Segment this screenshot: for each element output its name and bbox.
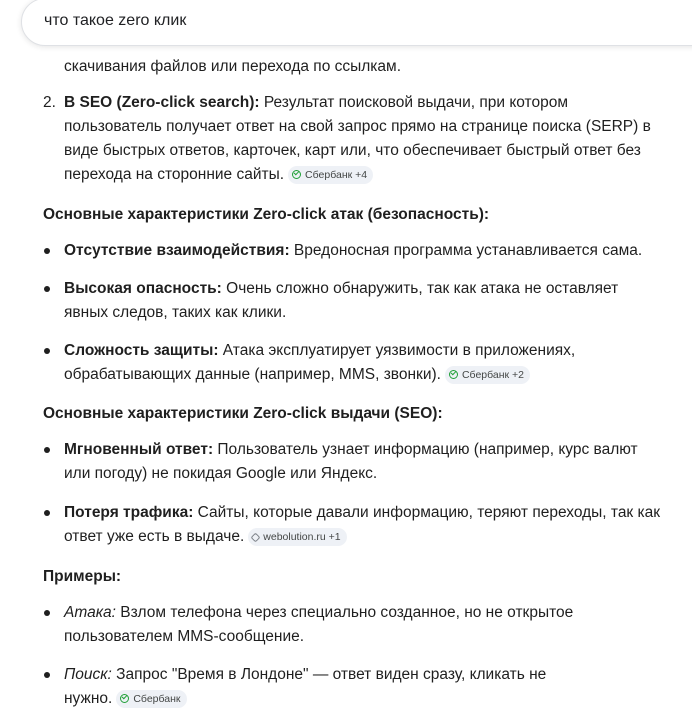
item-text: виде быстрых ответов, карточек, карт или, что обеспечивает быстрый ответ без [64,142,641,159]
item-title: Потеря трафика: [64,504,194,521]
list-item-seo [64,91,674,187]
item-text: нужно. [64,690,113,707]
source-chip[interactable] [248,528,346,546]
list-item [64,339,674,387]
list-item [64,277,674,325]
item-title: Мгновенный ответ: [64,441,214,458]
item-title: Сложность защиты: [64,342,219,359]
item-text: явных следов, таких как клики. [64,304,287,321]
sber-icon [449,370,458,379]
sber-icon [120,694,129,703]
bullet [44,248,50,254]
item-label: Атака: [64,604,116,621]
section-heading: Основные характеристики Zero-click выдачи (SEO): [43,405,443,422]
section-heading: Основные характеристики Zero-click атак (безопасность): [43,206,490,223]
source-chip[interactable] [445,366,530,384]
item-text: перехода на сторонние сайты. [64,166,285,183]
item-text: пользователем MMS-сообщение. [64,628,305,645]
sber-icon [292,170,301,179]
bullet [44,672,50,678]
bullet [44,447,50,453]
item-text: Очень сложно обнаружить, так как атака не оставляет [221,280,619,297]
item-text: ответ уже есть в выдаче. [64,528,245,545]
source-label: Сбербанк +2 [461,369,525,381]
item-text: или погоду) не покидая Google или Яндекс. [64,465,378,482]
item-title: Отсутствие взаимодействия: [64,242,290,259]
list-item [64,239,674,263]
item-text: Атака эксплуатирует уязвимости в приложениях, [218,342,576,359]
bullet [44,286,50,292]
item-text: пользователь получает ответ на свой запрос прямо на странице поиска (SERP) в [64,118,651,135]
item-title: Высокая опасность: [64,280,222,297]
item-text: Сайты, которые давали информацию, теряют переходы, так как [193,504,661,521]
bullet [44,348,50,354]
bullet [44,510,50,516]
source-chip[interactable] [288,166,373,184]
bullet [44,610,50,616]
item-text: Взлом телефона через специально созданное, но не открытое [115,604,574,621]
item-title: В SEO (Zero-click search): [64,94,260,111]
search-input[interactable] [44,12,644,30]
source-chip[interactable] [116,690,186,708]
item-text: Пользователь узнает информацию (например, курс валют [213,441,638,458]
item-text: Запрос "Время в Лондоне" — ответ виден сразу, кликать не [111,666,547,683]
source-label: webolution.ru +1 [263,531,341,543]
list-number: 2. [43,94,56,111]
item-text: Результат поисковой выдачи, при котором [259,94,568,111]
section-heading: Примеры: [43,568,122,585]
list-item [64,501,674,549]
list-item [64,663,674,711]
list-item [64,601,674,649]
source-label: Сбербанк [133,693,181,705]
answer-fragment: скачивания файлов или перехода по ссылкам. [64,58,402,75]
web-icon [251,533,261,543]
item-label: Поиск: [64,666,112,683]
item-text: обрабатывающих данные (например, MMS, звонки). [64,366,441,383]
item-text: Вредоносная программа устанавливается сама. [289,242,643,259]
list-item [64,438,674,486]
search-bar[interactable] [21,0,692,46]
source-label: Сбербанк +4 [305,169,368,181]
